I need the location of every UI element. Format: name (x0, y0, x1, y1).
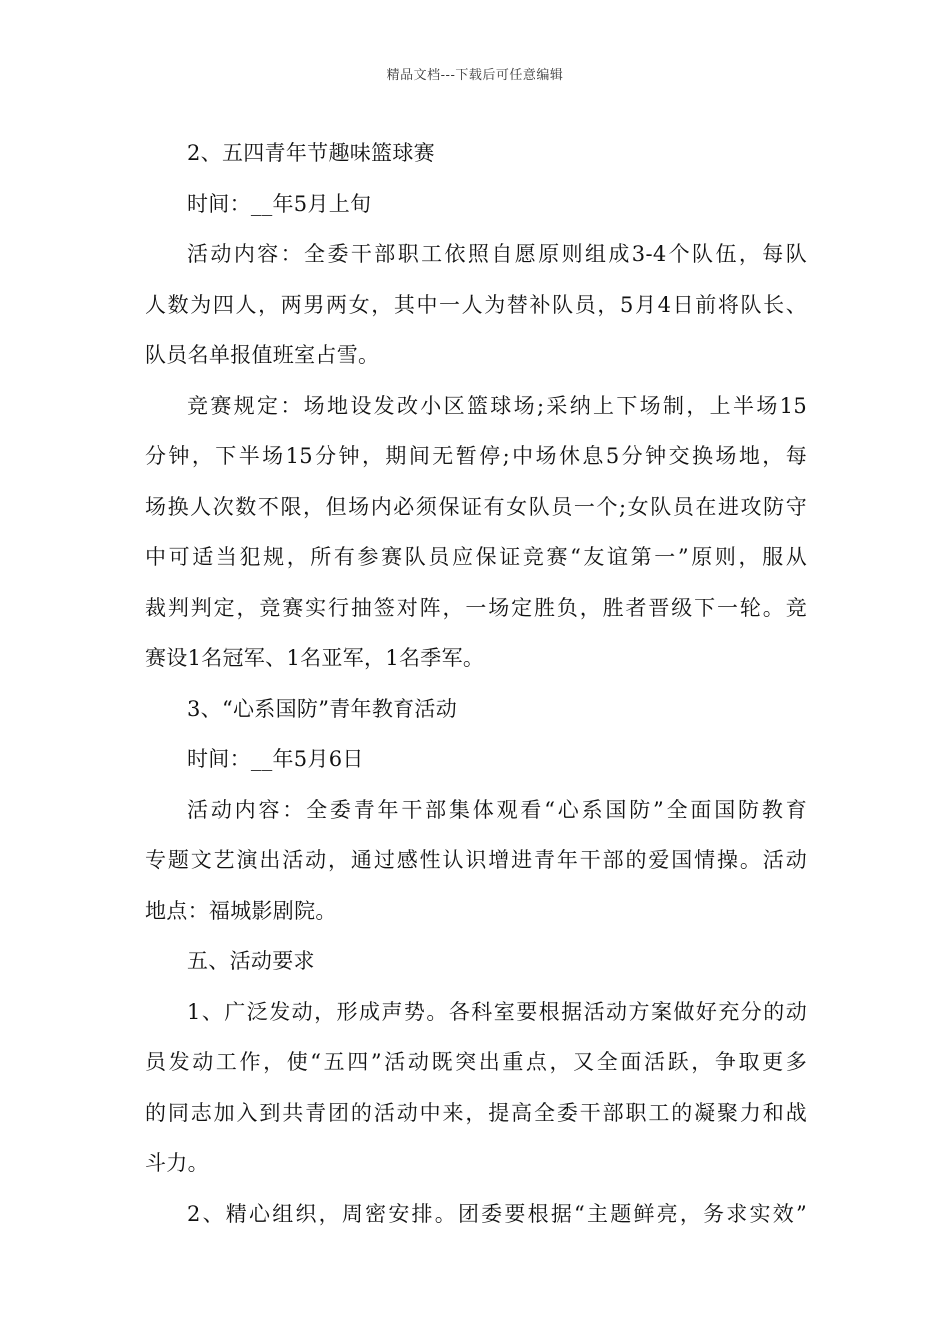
text-line: 五、活动要求 (187, 949, 315, 973)
text-line: 竞赛规定：场地设发改小区篮球场;采纳上下场制，上半场15 (187, 393, 807, 418)
document-body (145, 128, 807, 1239)
text-line: 斗力。 (145, 1151, 209, 1175)
text-line: 场换人次数不限，但场内必须保证有女队员一个;女队员在进攻防守 (145, 494, 807, 519)
text-line: 赛设1名冠军、1名亚军，1名季军。 (145, 646, 485, 670)
text-line: 员发动工作，使“五四”活动既突出重点，又全面活跃，争取更多 (145, 1050, 807, 1074)
text-line: 人数为四人，两男两女，其中一人为替补队员，5月4日前将队长、 (145, 292, 807, 317)
text-line: 活动内容：全委青年干部集体观看“心系国防”全面国防教育 (187, 797, 807, 822)
text-line: 2、精心组织，周密安排。团委要根据“主题鲜亮，务求实效” (187, 1201, 807, 1226)
text-line: 时间：__年5月6日 (187, 747, 364, 771)
text-line: 时间：__年5月上旬 (187, 191, 372, 216)
text-line: 的同志加入到共青团的活动中来，提高全委干部职工的凝聚力和战 (145, 1100, 807, 1125)
text-line: 中可适当犯规，所有参赛队员应保证竞赛“友谊第一”原则，服从 (145, 545, 807, 569)
text-line: 活动内容：全委干部职工依照自愿原则组成3-4个队伍，每队 (187, 242, 807, 266)
text-line: 地点：福城影剧院。 (145, 898, 337, 923)
text-line: 裁判判定，竞赛实行抽签对阵，一场定胜负，胜者晋级下一轮。竞 (145, 595, 807, 620)
text-line: 1、广泛发动，形成声势。各科室要根据活动方案做好充分的动 (187, 999, 807, 1024)
text-line: 2、五四青年节趣味篮球赛 (187, 141, 435, 165)
page-header: 精品文档---下载后可任意编辑 (386, 68, 564, 83)
text-line: 分钟，下半场15分钟，期间无暂停;中场休息5分钟交换场地，每 (145, 444, 807, 468)
text-line: 队员名单报值班室占雪。 (145, 343, 380, 367)
text-line: 专题文艺演出活动，通过感性认识增进青年干部的爱国情操。活动 (145, 848, 807, 872)
text-line: 3、“心系国防”青年教育活动 (187, 696, 458, 721)
